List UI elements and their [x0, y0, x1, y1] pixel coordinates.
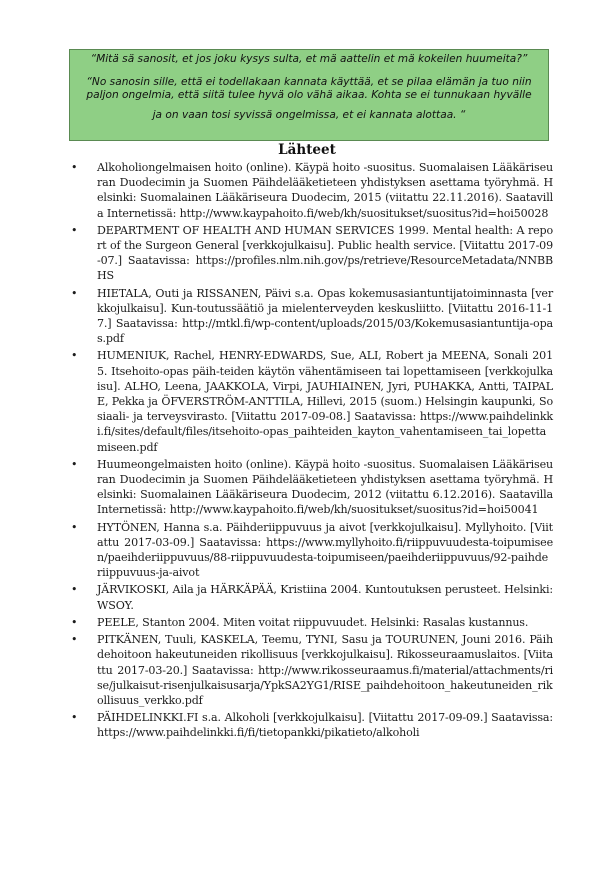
reference-item [71, 348, 553, 454]
bullet-icon: • [71, 711, 78, 725]
bullet-icon: • [71, 633, 78, 647]
reference-text: PÄIHDELINKKI.FI s.a. Alkoholi [verkkojulkaisu]. [Viitattu 2017-09-09.] Saatavissa: https://www.paihdelinkki.fi/fi/tietopankki/pikatieto/alkoholi [97, 711, 553, 740]
reference-text: HYTÖNEN, Hanna s.a. Päihderiippuvuus ja aivot [verkkojulkaisu]. Myllyhoito. [Viitattu 2017-03-09.] Saatavissa: https://www.myllyhoito.fi/riippuvuudesta-toipumiseen/paeihderiippuvuus/88-riippuvuudesta-toipumiseen/paeihderiippuvuus/92-paihderiippuvuus-ja-aivot [97, 520, 553, 580]
reference-text: Huumeongelmaisten hoito (online). Käypä hoito -suositus. Suomalaisen Lääkäriseuran Duodecimin ja Suomen Päihdelääketieteen yhdistyksen asettama työryhmä. Helsinki: Suomalainen Lääkäriseura Duodecim, 2012 (viitattu 6.12.2016). Saatavilla Internetissä: http://www.kaypahoito.fi/web/kh/suositukset/suositus?id=hoi50041 [97, 457, 553, 517]
reference-text: Alkoholiongelmaisen hoito (online). Käypä hoito -suositus. Suomalaisen Lääkäriseuran Duodecimin ja Suomen Päihdelääketieteen yhdistyksen asettama työryhmä. Helsinki: Suomalainen Lääkäriseura Duodecim, 2015 (viitattu 22.11.2016). Saatavilla Internetissä: http://www.kaypahoito.fi/web/kh/suositukset/suositus?id=hoi50028 [97, 161, 553, 220]
quote-answer: “No sanosin sille, että ei todellakaan kannata käyttää, et se pilaa elämän ja tuo niin paljon ongelmia, että siitä tulee hyvä olo vähä aikaa. Kohta se ei tunnukaan hyvälle [86, 76, 532, 101]
reference-text: JÄRVIKOSKI, Aila ja HÄRKÄPÄÄ, Kristiina 2004. Kuntoutuksen perusteet. Helsinki: WSOY. [97, 583, 553, 612]
bullet-icon: • [71, 349, 78, 363]
reference-item [71, 632, 553, 708]
references-heading: Lähteet [278, 142, 336, 158]
quote-box [69, 49, 549, 141]
reference-text: HIETALA, Outi ja RISSANEN, Päivi s.a. Opas kokemusasiantuntijatoiminnasta [verkkojulkaisu]. Kun-toutussäätiö ja mielenterveyden keskusliitto. [Viitattu 2016-11-17.] Saatavissa: http://mtkl.fi/wp-content/uploads/2015/03/Kokemusasiantuntija-opas.pdf [97, 286, 553, 346]
reference-item [71, 615, 553, 630]
bullet-icon: • [71, 615, 78, 629]
reference-item [71, 286, 553, 347]
quote-question: “Mitä sä sanosit, et jos joku kysys sulta, et mä aattelin et mä kokeilen huumeita?” [90, 53, 528, 65]
quote-answer-end: ja on vaan tosi syvissä ongelmissa, et ei kannata alottaa. “ [152, 109, 466, 121]
reference-text: DEPARTMENT OF HEALTH AND HUMAN SERVICES 1999. Mental health: A report of the Surgeon General [verkkojulkaisu]. Public health service. [Viitattu 2017-09-07.] Saatavissa: https://profiles.nlm.nih.gov/ps/retrieve/ResourceMetadata/NNBBHS [97, 223, 553, 283]
reference-text: PEELE, Stanton 2004. Miten voitat riippuvuudet. Helsinki: Rasalas kustannus. [97, 615, 529, 629]
bullet-icon: • [71, 286, 78, 300]
reference-text: HUMENIUK, Rachel, HENRY-EDWARDS, Sue, ALI, Robert ja MEENA, Sonali 2015. Itsehoito-opas päih-teiden käytön vähentämiseen tai lopettamiseen [verkkojulkaisu]. ALHO, Leena, JAAKKOLA, Virpi, JAUHIAINEN, Jyri, PUHAKKA, Antti, TAIPALE, Pekka ja ÖFVERSTRÖM-ANTTILA, Hillevi, 2015 (suom.) Helsingin kaupunki, Sosiaali- ja terveysvirasto. [Viitattu 2017-09-08.] Saatavissa: https://www.paihdelinkki.fi/sites/default/files/itsehoito-opas_paihteiden_kayton_vahentamiseen_tai_lopettamiseen.pdf [97, 349, 553, 454]
bullet-icon: • [71, 520, 78, 534]
reference-list [71, 160, 553, 743]
reference-text: PITKÄNEN, Tuuli, KASKELA, Teemu, TYNI, Sasu ja TOURUNEN, Jouni 2016. Päihdehoitoon hakeutuneiden rikollisuus [verkkojulkaisu]. Rikosseuraamuslaitos. [Viitattu 2017-03-20.] Saatavissa: http://www.rikosseuraamus.fi/material/attachments/rise/julkaisut-risenjulkaisusarja/YpkSA2YG1/RISE_paihdehoitoon_hakeutuneiden_rikollisuus_verkko.pdf [97, 633, 553, 707]
reference-item [71, 710, 553, 740]
reference-item [71, 582, 553, 612]
bullet-icon: • [71, 583, 78, 597]
bullet-icon: • [71, 223, 78, 237]
reference-item [71, 457, 553, 518]
bullet-icon: • [71, 457, 78, 471]
reference-item [71, 223, 553, 284]
reference-item [71, 160, 553, 221]
bullet-icon: • [71, 161, 78, 174]
reference-item [71, 520, 553, 581]
